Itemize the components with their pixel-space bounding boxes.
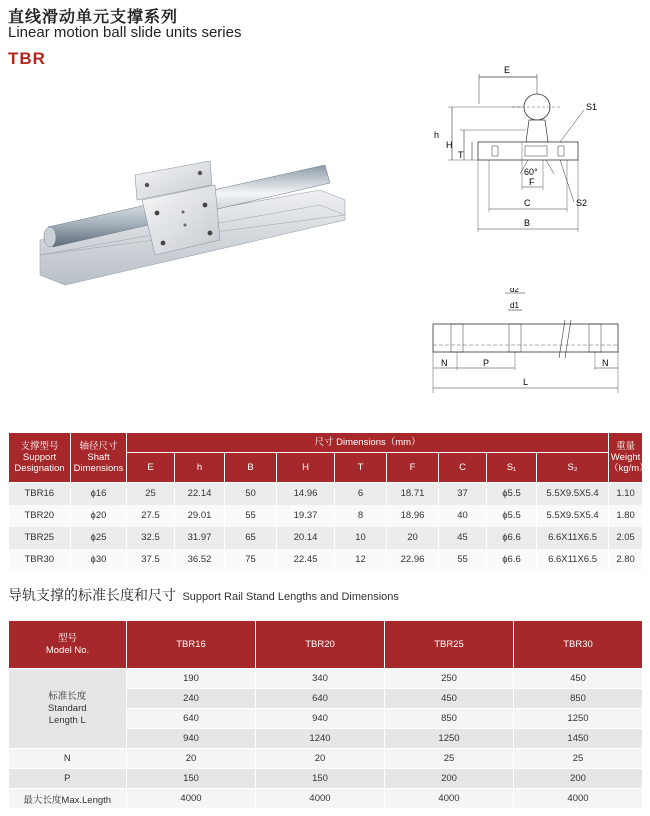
rail-header-tbr16: TBR16	[127, 621, 256, 669]
table-row: 240 640 450 850	[9, 689, 643, 709]
spec-header-weight: 重量 Weight （kg/m）	[609, 433, 643, 483]
spec-col-h: h	[175, 453, 225, 483]
spec-header-model: 支撑型号 Support Designation	[9, 433, 71, 483]
spec-col-T: T	[335, 453, 387, 483]
product-photo	[30, 145, 360, 300]
model-code: TBR	[8, 49, 46, 68]
spec-col-H: H	[277, 453, 335, 483]
spec-table	[8, 432, 649, 571]
label-B: B	[524, 218, 531, 228]
label-d2: d2	[510, 288, 519, 294]
table-row: TBR16 ϕ16 25 22.14 50 14.96 6 18.71 37 ϕ5.5 5.5X9.5X5.4 1.10	[9, 483, 643, 505]
rail-header-model: 型号 Model No.	[9, 621, 127, 669]
table-row: P 150 150 200 200	[9, 769, 643, 789]
rail-header-tbr30: TBR30	[514, 621, 643, 669]
table-row: 640 940 850 1250	[9, 709, 643, 729]
table-row: 940 1240 1250 1450	[9, 729, 643, 749]
label-angle: 60°	[524, 167, 538, 177]
spec-header-shaft: 轴径尺寸 Shaft Dimensions	[71, 433, 127, 483]
spec-col-C: C	[439, 453, 487, 483]
label-H: H	[446, 140, 453, 150]
label-P: P	[483, 358, 490, 368]
rail-header-tbr20: TBR20	[256, 621, 385, 669]
spec-col-B: B	[225, 453, 277, 483]
spec-header-dimensions: 尺寸 Dimensions（mm）	[127, 433, 609, 453]
spec-col-S2: S₂	[537, 453, 609, 483]
side-view-diagram	[425, 288, 625, 398]
label-h: h	[434, 130, 440, 140]
spec-col-E: E	[127, 453, 175, 483]
table-row: N 20 20 25 25	[9, 749, 643, 769]
spec-col-S1: S₁	[487, 453, 537, 483]
label-d1: d1	[510, 301, 519, 310]
label-T: T	[458, 150, 464, 160]
label-N-right: N	[602, 358, 609, 368]
label-L: L	[523, 377, 529, 387]
label-E: E	[504, 65, 511, 75]
label-S2: S2	[576, 198, 588, 208]
table-row: 标准长度 Standard Length L 190 340 250 450	[9, 669, 643, 689]
label-C: C	[524, 198, 531, 208]
spec-col-F: F	[387, 453, 439, 483]
label-N-left: N	[441, 358, 448, 368]
section-title: 导轨支撑的标准长度和尺寸 Support Rail Stand Lengths and Dimensions	[8, 587, 399, 603]
table-row: TBR20 ϕ20 27.5 29.01 55 19.37 8 18.96 40 ϕ5.5 5.5X9.5X5.4 1.80	[9, 505, 643, 527]
title-en: Linear motion ball slide units series	[8, 24, 242, 41]
title-cn: 直线滑动单元支撑系列	[8, 9, 179, 26]
label-S1: S1	[586, 102, 598, 112]
standard-length-label: 标准长度 Standard Length L	[9, 669, 127, 749]
rail-header-tbr25: TBR25	[385, 621, 514, 669]
table-row: TBR30 ϕ30 37.5 36.52 75 22.45 12 22.96 55 ϕ6.6 6.6X11X6.5 2.80	[9, 549, 643, 571]
table-row: 最大长度Max.Length 4000 4000 4000 4000	[9, 789, 643, 809]
cross-section-diagram	[412, 62, 612, 237]
label-F: F	[529, 177, 535, 187]
rail-length-table	[8, 620, 643, 809]
table-row: TBR25 ϕ25 32.5 31.97 65 20.14 10 20 45 ϕ6.6 6.6X11X6.5 2.05	[9, 527, 643, 549]
